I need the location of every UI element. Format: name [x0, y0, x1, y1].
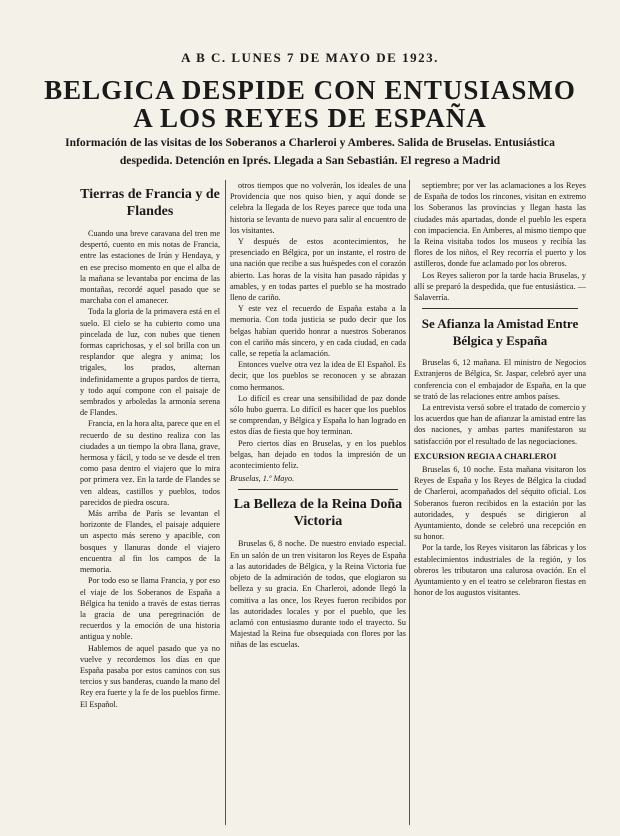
article-paragraph: Bruselas 6, 12 mañana. El ministro de Negocios Extranjeros de Bélgica, Sr. Jaspar, celebró ayer una conferencia con el embajador de España, en la que se trató de las relaciones entre ambos países. — [414, 358, 586, 401]
headline: BELGICA DESPIDE CON ENTUSIASMO A LOS REYES DE ESPAÑA — [44, 75, 576, 133]
section-divider — [238, 489, 398, 490]
article-paragraph: Cuando una breve caravana del tren me despertó, cuento en mis notas de Francia, entre las estaciones de Irún y Hendaya, y en ese preciso momento en que el alba de la mañana se levantaba por encima de las montañas, recordé aquel pasado que se marchaba con el amanecer. — [80, 229, 220, 306]
article-paragraph: otros tiempos que no volverán, los ideales de una Providencia que nos quiso bien, y aquí donde se celebra la llegada de los Reyes parece que toda una historia se levanta de nuevo para salir al encuentro de los visitantes. — [230, 181, 406, 235]
article-paragraph: Bruselas 6, 8 noche. De nuestro enviado especial. En un salón de un tren visitaron los Reyes de España a las autoridades de Bélgica, y la Reina Victoria fue objeto de la admiración de todos, que elogiaron su belleza y su gracia. En Charleroi, adonde llegó la comitiva a las once, los Reyes fueron recibidos por las autoridades locales y por el pueblo, que les aclamó con entusiasmo durante todo el trayecto. Su Majestad la Reina fue obsequiada con flores por las niñas de las escuelas. — [230, 539, 406, 650]
article-paragraph: Francia, en la hora alta, parece que en el recuerdo de su destino realiza con las ciudades a un tiempo la obra llana, grave, hermosa y fácil, y todo se ve desde el tren como pasa dentro el viajero que lo mira por primera vez. En la tarde de Flandes se ven aldeas, castillos y pueblos, todos parecidos de piedra oscura. — [80, 419, 220, 507]
column-3 — [414, 180, 586, 830]
article-paragraph: Por la tarde, los Reyes visitaron las fábricas y los establecimientos industriales de la región, y los obreros les tributaron una calurosa ovación. En el Ayuntamiento y en el teatro se celebraron fiestas en honor de los augustos visitantes. — [414, 543, 586, 598]
subheadline: Información de las visitas de los Soberanos a Charleroi y Amberes. Salida de Bruselas. Entusiástica despedida. Detención en Iprés. Llegada a San Sebastián. El regreso a Madrid — [65, 136, 555, 167]
article-heading-belleza: La Belleza de la Reina Doña Victoria — [233, 497, 403, 530]
article-paragraph: Por todo eso se llama Francia, y por eso el viaje de los Soberanos de España a Bélgica ha tenido a través de estas tierras la gracia de una peregrinación de recuerdos y la emoción de una historia antigua y noble. — [80, 576, 220, 642]
article-paragraph: Toda la gloria de la primavera está en el suelo. El cielo se ha cubierto como una pincelada de luz, con nubes que tienen formas caprichosas, y el sol brilla con un resplandor que alegra y anima; los trigales, los prados, alternan indefinidamente a grupos pardos de tierra, y todo aquí compone con el paisaje de sembrados y arboledas la armonía serena de Flandes. — [80, 307, 220, 418]
article-heading-tierras: Tierras de Francia y de Flandes — [80, 187, 220, 219]
article-paragraph: Lo difícil es crear una sensibilidad de paz donde sólo hubo guerra. Lo difícil es hacer que los pueblos se comprendan, y Bélgica y España lo han logrado en estos días de fiesta que hoy terminan. — [230, 393, 406, 437]
article-paragraph: Y después de estos acontecimientos, he presenciado en Bélgica, por un instante, el rostro de una nación que recibe a sus huéspedes con el corazón abierto. Las horas de la visita han pasado rápidas y amables, y en todas partes el pueblo se ha mostrado lleno de cariño. — [230, 237, 406, 303]
dateline: Bruselas, 1.º Mayo. — [230, 474, 295, 484]
article-paragraph: septiembre; por ver las aclamaciones a los Reyes de España de todos los rincones, visitan en extremo los Soberanos las provincias y llegan hasta las ciudades más apartadas, donde el pueblo les espera con impaciencia. En Amberes, al mismo tiempo que la Reina visitaba todos los museos y recibía las flores de los niños, el Rey recorría el puerto y los astilleros, donde fue aclamado por los obreros. — [414, 181, 586, 269]
article-paragraph: Bruselas 6, 10 noche. Esta mañana visitaron los Reyes de España y los Reyes de Bélgica la ciudad de Charleroi, acompañados del séquito oficial. Los Soberanos fueron recibidos en la estación por las autoridades, y después se dirigieron al Ayuntamiento, donde se celebró una recepción en su honor. — [414, 465, 586, 542]
masthead: A B C. LUNES 7 DE MAYO DE 1923. — [181, 50, 439, 65]
column-1 — [80, 180, 220, 830]
article-paragraph: Y este vez el recuerdo de España estaba a la memoria. Con toda justicia se pudo decir que los belgas habían querido honrar a nuestros Soberanos con el cariño más sincero, y en cada ciudad, en cada calle, se repetía la aclamación. — [230, 304, 406, 359]
article-paragraph: Hablemos de aquel pasado que ya no vuelve y recordemos los días en que España pasaba por estos caminos con sus tercios y sus banderas, cuando la mano del Rey era fuerte y la fe de los pueblos firme. El Español. — [80, 643, 220, 709]
article-paragraph: Pero ciertos días en Bruselas, y en los pueblos belgas, han dejado en todos la impresión de un acontecimiento feliz. — [230, 438, 406, 471]
article-paragraph: Entonces vuelve otra vez la idea de El Español. Es decir, que los pueblos se reconocen y se abrazan como hermanos. — [230, 360, 406, 392]
article-paragraph: Más arriba de París se levantan el horizonte de Flandes, el paisaje adquiere un aspecto más sereno y apacible, con bosques y llanuras donde el viajero encuentra al fin los campos de la memoria. — [80, 509, 220, 575]
article-paragraph: Los Reyes salieron por la tarde hacia Bruselas, y allí se preparó la despedida, que fue entusiástica. — Salaverría. — [414, 270, 586, 303]
column-2 — [230, 180, 406, 830]
article-heading-amistad: Se Afianza la Amistad Entre Bélgica y España — [421, 316, 579, 349]
section-divider — [422, 308, 578, 309]
column-rule-right — [409, 180, 410, 825]
article-paragraph: La entrevista versó sobre el tratado de comercio y los acuerdos que han de afianzar la amistad entre las dos naciones, y ambas partes manifestaron su satisfacción por el resultado de las negociaciones. — [414, 403, 586, 446]
subsection-heading-charleroi: EXCURSION REGIA A CHARLEROI — [414, 450, 557, 461]
column-rule-left — [225, 180, 226, 825]
